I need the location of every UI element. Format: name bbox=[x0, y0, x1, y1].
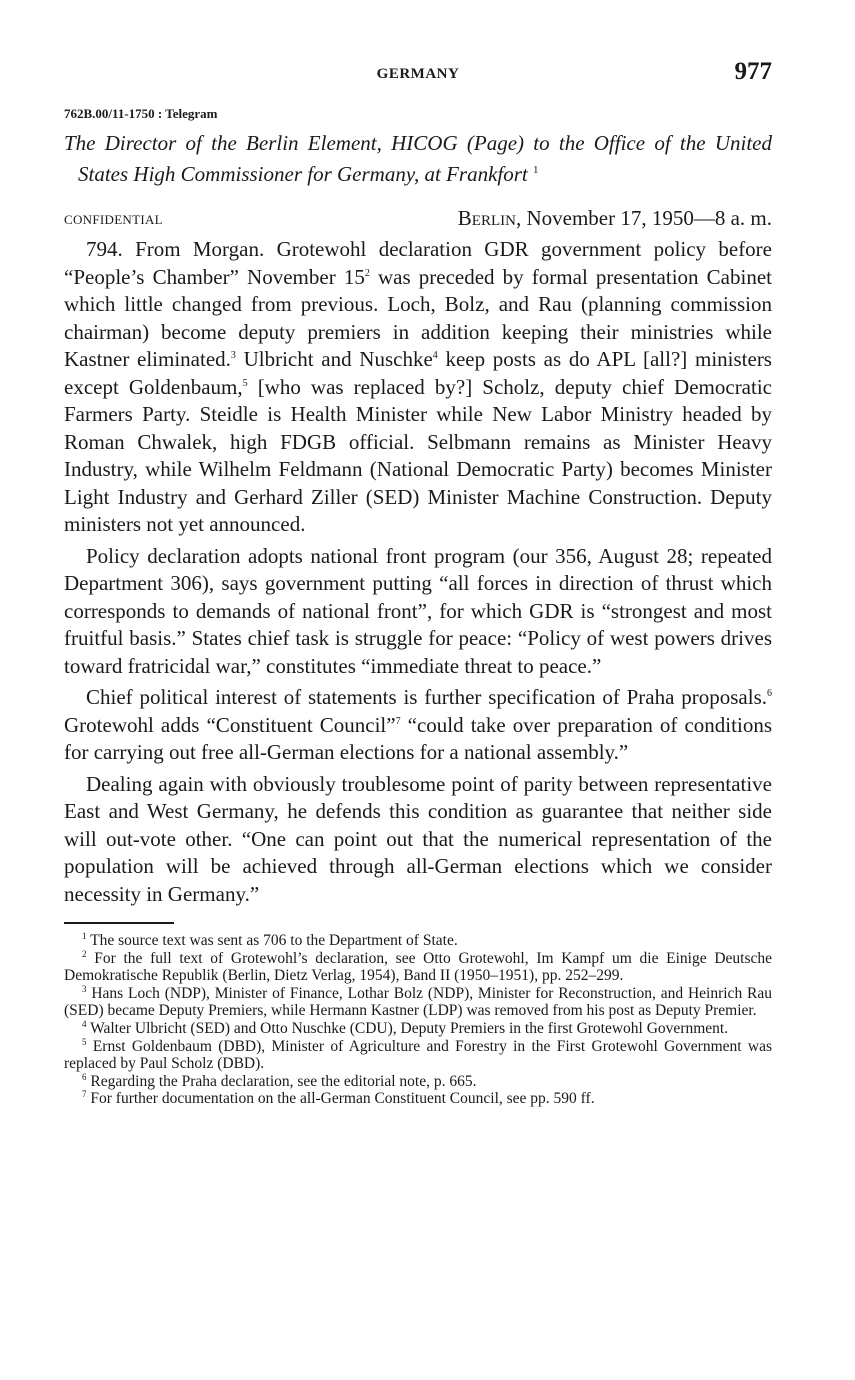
footnote-mark: 7 bbox=[395, 715, 401, 727]
footnote-divider bbox=[64, 922, 174, 924]
title-footnote-mark: 1 bbox=[533, 164, 539, 176]
document-title-text: The Director of the Berlin Element, HICOG (Page) to the Office of the United States High Commissioner for Germany, at Frankfort bbox=[64, 131, 772, 186]
footnote-mark: 4 bbox=[432, 350, 438, 361]
place: Berlin, bbox=[457, 206, 522, 230]
footnote-text: The source text was sent as 706 to the Department of State. bbox=[90, 932, 458, 949]
paragraph bbox=[64, 684, 772, 767]
footnote bbox=[64, 1073, 772, 1091]
footnote-number: 7 bbox=[82, 1089, 87, 1100]
footnote bbox=[64, 932, 772, 950]
text-segment: 794. From Morgan. Grotewohl declaration GDR government policy before “People’s Chamber” November 15 bbox=[64, 237, 772, 289]
dateline bbox=[64, 206, 772, 230]
footnote-number: 1 bbox=[82, 930, 87, 941]
footnote-number: 4 bbox=[82, 1018, 87, 1029]
footnote-text: For further documentation on the all-German Constituent Council, see pp. 590 ff. bbox=[90, 1090, 595, 1108]
paragraph bbox=[64, 236, 772, 539]
footnote bbox=[64, 985, 772, 1020]
paragraph bbox=[64, 543, 772, 681]
footnote-mark: 6 bbox=[767, 688, 772, 699]
footnote-text: Regarding the Praha declaration, see the editorial note, p. 665. bbox=[90, 1072, 477, 1090]
telegram-body bbox=[64, 236, 772, 908]
footnotes bbox=[64, 932, 772, 1108]
text-segment: [who was replaced by?] Scholz, deputy chief Democratic Farmers Party. Steidle is Health Minister while New Labor Ministry headed by Roman Chwalek, high FDGB official. Selbmann remains as Minister Heavy Industry, while Wilhelm Feldmann (National Democratic Party) becomes Minister Light Industry and Gerhard Ziller (SED) Minister Machine Construction. Deputy ministers not yet announced. bbox=[64, 374, 772, 536]
footnote-mark: 3 bbox=[230, 350, 236, 361]
footnote-text: Ernst Goldenbaum (DBD), Minister of Agriculture and Forestry in the First Grotewohl Government was replaced by Paul Scholz (DBD). bbox=[64, 1037, 773, 1073]
footnote-number: 3 bbox=[82, 983, 87, 994]
footnote-text: Walter Ulbricht (SED) and Otto Nuschke (CDU), Deputy Premiers in the first Grotewohl Government. bbox=[90, 1019, 729, 1037]
document-page bbox=[64, 58, 772, 1108]
place-date bbox=[458, 206, 772, 231]
page-number: 977 bbox=[734, 58, 772, 85]
footnote-text: For the full text of Grotewohl’s declaration, see Otto Grotewohl, Im Kampf um die Einige Deutsche Demokratische Republik (Berlin, Dietz Verlag, 1954), Band II (1950–1951), pp. 252–299. bbox=[64, 949, 773, 985]
file-reference: 762B.00/11-1750 : Telegram bbox=[64, 106, 218, 121]
footnote bbox=[64, 1090, 772, 1108]
footnote-number: 5 bbox=[82, 1036, 87, 1047]
footnote-mark: 5 bbox=[242, 377, 248, 389]
text-segment: Ulbricht and Nuschke bbox=[235, 347, 433, 371]
running-title: GERMANY bbox=[376, 66, 460, 82]
text-segment: Chief political interest of statements is further specification of Praha proposals. bbox=[86, 685, 767, 709]
footnote bbox=[64, 1038, 772, 1073]
document-title bbox=[64, 130, 772, 188]
text-segment: was preceded by formal presentation Cabinet which little changed from previous. Loch, Bolz, and Rau (planning commission chairman) become deputy premiers in addition keeping their ministries while Kastner eliminated. bbox=[64, 264, 772, 371]
footnote-text: Hans Loch (NDP), Minister of Finance, Lothar Bolz (NDP), Minister for Reconstruction, and Heinrich Rau (SED) became Deputy Premiers, while Hermann Kastner (LDP) was removed from his post as Deputy Premier. bbox=[64, 984, 772, 1020]
footnote-number: 6 bbox=[82, 1071, 87, 1082]
footnote bbox=[64, 950, 772, 985]
footnote-mark: 2 bbox=[364, 267, 370, 279]
text-segment: keep posts as do APL [all?] ministers except Goldenbaum, bbox=[64, 347, 772, 399]
text-segment: “could take over preparation of conditions for carrying out free all-German elections for a national assembly.” bbox=[64, 712, 772, 764]
text-segment: Dealing again with obviously troublesome point of parity between representative East and West Germany, he defends this condition as guarantee that neither side will out-vote other. “One can point out that the numerical representation of the population will be achieved through all-German elections which we consider necessity in Germany.” bbox=[64, 771, 772, 906]
running-head bbox=[64, 58, 772, 92]
footnote-number: 2 bbox=[82, 948, 87, 959]
paragraph bbox=[64, 771, 772, 909]
text-segment: Grotewohl adds “Constituent Council” bbox=[64, 712, 396, 737]
footnote bbox=[64, 1020, 772, 1038]
text-segment: Policy declaration adopts national front program (our 356, August 28; repeated Department 306), says government putting “all forces in direction of thrust which corresponds to demands of national front”, for which GDR is “strongest and most fruitful basis.” States chief task is struggle for peace: “Policy of west powers drives toward fratricidal war,” constitutes “immediate threat to peace.” bbox=[64, 543, 772, 678]
classification-label: CONFIDENTIAL bbox=[64, 212, 163, 227]
date: November 17, 1950—8 a. m. bbox=[526, 206, 772, 230]
